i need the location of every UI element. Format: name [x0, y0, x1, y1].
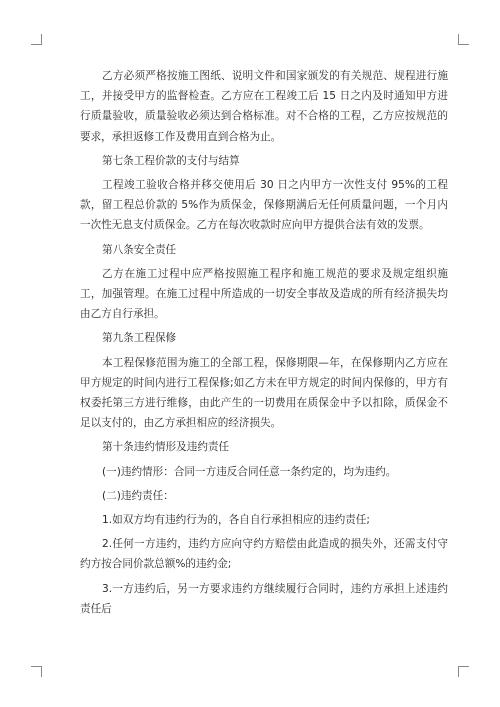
heading-article-8: 第八条安全责任	[102, 243, 177, 256]
item-breach-definition: (一)违约情形：合同一方违反合同任意一条约定的，均为违约。	[102, 465, 397, 478]
crop-mark-bottom-right	[458, 666, 469, 677]
paragraph-quality: 乙方必须严格按施工图纸、说明文件和国家颁发的有关规范、规程进行施工，并接受甲方的监督检查。乙方应在工程竣工后 15 日之内及时通知甲方进行质量验收，质量验收必须达到合格标准。对不合格的工程，乙方应按规范的要求，承担返修工作及费用直到合格为止。	[80, 70, 448, 143]
heading-article-9: 第九条工程保修	[102, 332, 177, 345]
paragraph-safety: 乙方在施工过程中应严格按照施工程序和施工规范的要求及规定组织施工，加强管理。在施工过程中所造成的一切安全事故及造成的所有经济损失均由乙方自行承担。	[80, 267, 448, 321]
item-liability-1: 1.如双方均有违约行为的，各自自行承担相应的违约责任;	[102, 514, 370, 527]
heading-article-7: 第七条工程价款的支付与结算	[102, 154, 240, 167]
item-liability-3: 3.一方违约后，另一方要求违约方继续履行合同时，违约方承担上述违约责任后	[80, 582, 448, 615]
crop-mark-top-left	[31, 34, 42, 45]
item-liability-heading: (二)违约责任：	[102, 489, 174, 502]
paragraph-payment: 工程竣工验收合格并移交使用后 30 日之内甲方一次性支付 95%的工程款，留工程总价款的 5%作为质保金，保修期满后无任何质量问题，一个月内一次性无息支付质保金。乙方在每次收款时应向甲方提供合法有效的发票。	[80, 179, 448, 232]
item-liability-2: 2.任何一方违约，违约方应向守约方赔偿由此造成的损失外，还需支付守约方按合同价款总额%的违约金;	[80, 538, 448, 571]
crop-mark-bottom-left	[31, 666, 42, 677]
paragraph-warranty: 本工程保修范围为施工的全部工程，保修期限—年，在保修期内乙方应在甲方规定的时间内进行工程保修;如乙方未在甲方规定的时间内保修的，甲方有权委托第三方进行维修，由此产生的一切费用在质保金中予以扣除，质保金不足以支付的，由乙方承担相应的经济损失。	[80, 356, 448, 430]
document-body	[80, 66, 448, 619]
crop-mark-top-right	[458, 34, 469, 45]
heading-article-10: 第十条违约情形及违约责任	[102, 441, 230, 454]
